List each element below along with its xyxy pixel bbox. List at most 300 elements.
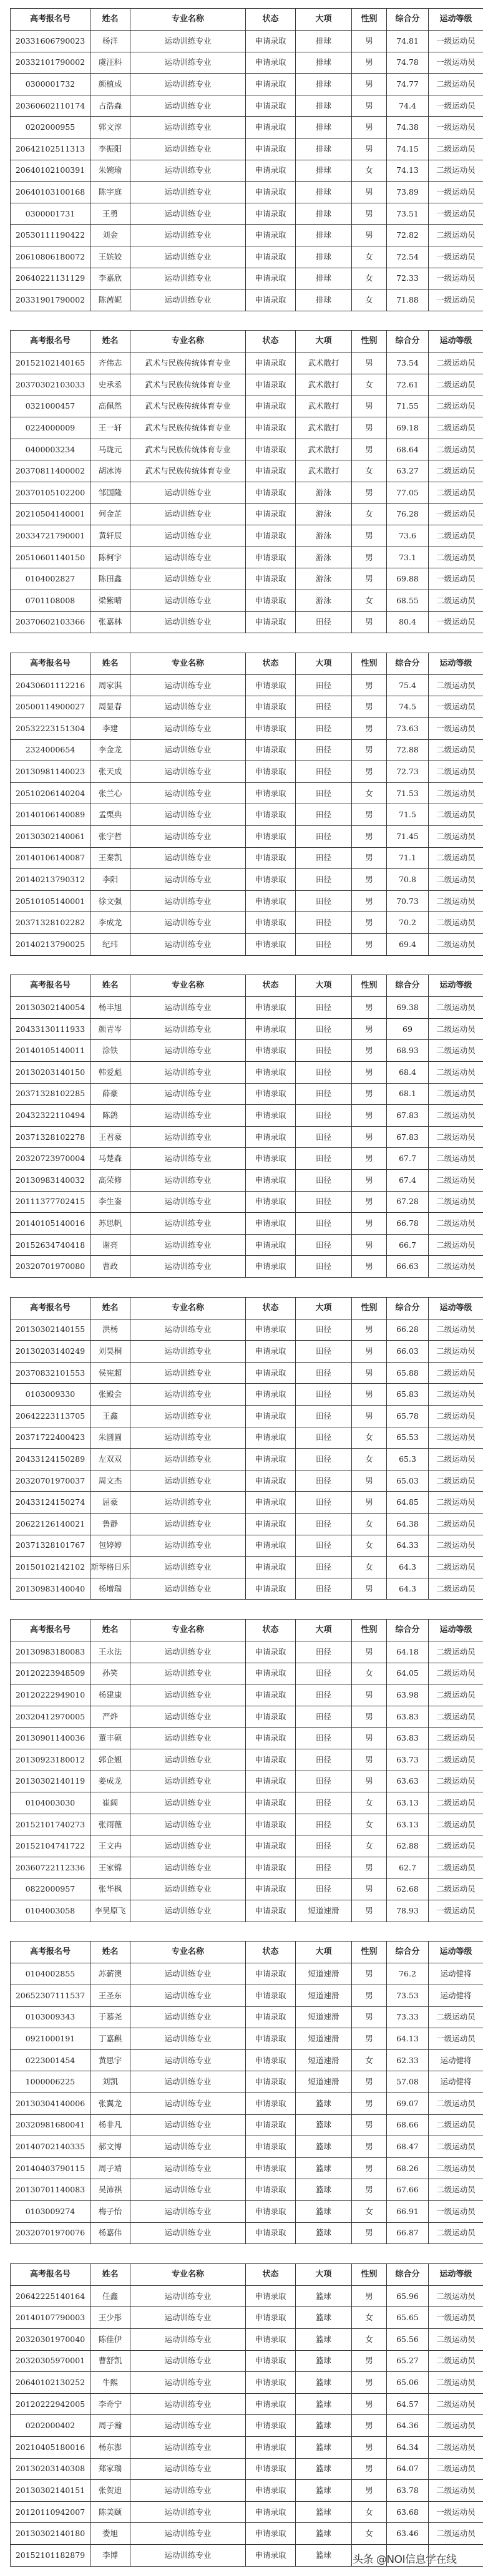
cell-status: 申请录取 <box>246 2458 296 2480</box>
cell-gender: 男 <box>352 1749 387 1771</box>
cell-athlete-level: 二级运动员 <box>429 74 483 95</box>
table-row <box>11 933 483 955</box>
table-row <box>11 590 483 611</box>
cell-event: 田径 <box>296 997 352 1019</box>
cell-major: 武术与民族传统体育专业 <box>130 439 246 460</box>
cell-gender: 男 <box>352 1900 387 1922</box>
cell-gender: 男 <box>352 2136 387 2158</box>
cell-score: 66.87 <box>387 2222 429 2244</box>
cell-name: 曹政 <box>90 1256 130 1278</box>
cell-score: 64.13 <box>387 2028 429 2050</box>
cell-registration-number: 20432322110494 <box>11 1105 90 1127</box>
cell-athlete-level: 二级运动员 <box>429 1513 483 1535</box>
table-row <box>11 674 483 696</box>
cell-score: 63.78 <box>387 2480 429 2502</box>
cell-event: 排球 <box>296 289 352 311</box>
cell-name: 黄轩辰 <box>90 525 130 547</box>
cell-name: 吴沛祺 <box>90 2179 130 2201</box>
column-header-status: 状态 <box>246 331 296 352</box>
cell-major: 运动训练专业 <box>130 160 246 182</box>
cell-major: 运动训练专业 <box>130 1191 246 1213</box>
cell-athlete-level: 二级运动员 <box>429 460 483 482</box>
cell-registration-number: 20370811400002 <box>11 460 90 482</box>
table-row <box>11 460 483 482</box>
cell-status: 申请录取 <box>246 933 296 955</box>
cell-major: 运动训练专业 <box>130 568 246 590</box>
cell-score: 64.33 <box>387 1535 429 1557</box>
cell-gender: 男 <box>352 95 387 117</box>
cell-score: 73.33 <box>387 2006 429 2028</box>
cell-registration-number: 0223001454 <box>11 2049 90 2071</box>
cell-score: 66.78 <box>387 1213 429 1235</box>
cell-status: 申请录取 <box>246 439 296 460</box>
cell-registration-number: 20130983180083 <box>11 1641 90 1663</box>
column-header-registration-number: 高考报名号 <box>11 2263 90 2285</box>
cell-registration-number: 20140106140089 <box>11 804 90 826</box>
column-header-score: 综合分 <box>387 331 429 352</box>
table-header-row <box>11 975 483 997</box>
cell-status: 申请录取 <box>246 482 296 503</box>
cell-status: 申请录取 <box>246 2006 296 2028</box>
cell-event: 篮球 <box>296 2393 352 2415</box>
cell-status: 申请录取 <box>246 1535 296 1557</box>
cell-registration-number: 20140403790115 <box>11 2157 90 2179</box>
cell-status: 申请录取 <box>246 2328 296 2350</box>
cell-status: 申请录取 <box>246 1384 296 1406</box>
cell-name: 斯琴格日乐 <box>90 1557 130 1578</box>
cell-event: 排球 <box>296 246 352 268</box>
cell-status: 申请录取 <box>246 2028 296 2050</box>
cell-name: 郭文淳 <box>90 117 130 139</box>
cell-score: 63.13 <box>387 1792 429 1814</box>
cell-event: 篮球 <box>296 2350 352 2372</box>
cell-registration-number: 20370832101553 <box>11 1362 90 1384</box>
cell-event: 篮球 <box>296 2458 352 2480</box>
cell-event: 篮球 <box>296 2114 352 2136</box>
cell-status: 申请录取 <box>246 1835 296 1857</box>
cell-gender: 男 <box>352 1148 387 1170</box>
cell-athlete-level: 运动健将 <box>429 1963 483 1985</box>
column-header-event: 大项 <box>296 2263 352 2285</box>
cell-major: 运动训练专业 <box>130 1963 246 1985</box>
column-header-registration-number: 高考报名号 <box>11 653 90 674</box>
cell-event: 田径 <box>296 825 352 847</box>
cell-score: 65.65 <box>387 2307 429 2329</box>
table-row <box>11 439 483 460</box>
cell-name: 颜青岑 <box>90 1018 130 1040</box>
table-row <box>11 568 483 590</box>
cell-score: 78.93 <box>387 1900 429 1922</box>
cell-name: 占浩森 <box>90 95 130 117</box>
cell-athlete-level: 二级运动员 <box>429 674 483 696</box>
column-header-score: 综合分 <box>387 9 429 31</box>
cell-gender: 男 <box>352 1105 387 1127</box>
cell-athlete-level: 二级运动员 <box>429 847 483 869</box>
table-row <box>11 2136 483 2158</box>
cell-athlete-level: 一级运动员 <box>429 289 483 311</box>
table-row <box>11 1148 483 1170</box>
cell-event: 短道速滑 <box>296 2028 352 2050</box>
cell-athlete-level: 二级运动员 <box>429 869 483 891</box>
column-header-gender: 性别 <box>352 975 387 997</box>
cell-gender: 男 <box>352 2179 387 2201</box>
cell-event: 田径 <box>296 1148 352 1170</box>
cell-gender: 女 <box>352 160 387 182</box>
cell-status: 申请录取 <box>246 1513 296 1535</box>
table-row <box>11 2372 483 2394</box>
cell-major: 武术与民族传统体育专业 <box>130 460 246 482</box>
cell-registration-number: 20140105140016 <box>11 1213 90 1235</box>
table-row <box>11 1578 483 1600</box>
cell-status: 申请录取 <box>246 590 296 611</box>
cell-registration-number: 20371328102285 <box>11 1083 90 1105</box>
cell-event: 排球 <box>296 182 352 203</box>
table-header-row <box>11 2263 483 2285</box>
cell-gender: 男 <box>352 2436 387 2458</box>
cell-score: 73.1 <box>387 547 429 568</box>
cell-registration-number: 20371328101767 <box>11 1535 90 1557</box>
cell-score: 63.83 <box>387 1706 429 1728</box>
cell-event: 排球 <box>296 117 352 139</box>
cell-event: 田径 <box>296 1362 352 1384</box>
cell-registration-number: 20152101740273 <box>11 1814 90 1835</box>
cell-event: 排球 <box>296 74 352 95</box>
cell-major: 运动训练专业 <box>130 912 246 934</box>
cell-event: 篮球 <box>296 2501 352 2523</box>
cell-event: 田径 <box>296 1083 352 1105</box>
cell-major: 运动训练专业 <box>130 2480 246 2502</box>
table-header-row <box>11 1297 483 1319</box>
table-row <box>11 31 483 52</box>
cell-gender: 男 <box>352 31 387 52</box>
cell-name: 陈茜妮 <box>90 289 130 311</box>
cell-registration-number: 20320723970004 <box>11 1148 90 1170</box>
cell-status: 申请录取 <box>246 268 296 289</box>
cell-major: 运动训练专业 <box>130 1771 246 1792</box>
cell-status: 申请录取 <box>246 912 296 934</box>
cell-gender: 女 <box>352 460 387 482</box>
cell-athlete-level: 二级运动员 <box>429 225 483 246</box>
table-row <box>11 1061 483 1083</box>
cell-name: 张宇哲 <box>90 825 130 847</box>
cell-event: 田径 <box>296 1749 352 1771</box>
cell-registration-number: 20120222942005 <box>11 2393 90 2415</box>
cell-name: 李嘉欣 <box>90 268 130 289</box>
table-row <box>11 1641 483 1663</box>
cell-name: 徐文强 <box>90 890 130 912</box>
cell-score: 67.83 <box>387 1126 429 1148</box>
cell-status: 申请录取 <box>246 2480 296 2502</box>
cell-event: 短道速滑 <box>296 1900 352 1922</box>
cell-athlete-level: 二级运动员 <box>429 1191 483 1213</box>
cell-event: 武术散打 <box>296 374 352 396</box>
cell-athlete-level: 二级运动员 <box>429 1684 483 1706</box>
table-row <box>11 225 483 246</box>
table-row <box>11 203 483 225</box>
cell-major: 运动训练专业 <box>130 1728 246 1749</box>
cell-gender: 男 <box>352 2372 387 2394</box>
cell-name: 颜植成 <box>90 74 130 95</box>
cell-status: 申请录取 <box>246 1148 296 1170</box>
table-row <box>11 1814 483 1835</box>
cell-gender: 男 <box>352 2415 387 2437</box>
cell-event: 田径 <box>296 1449 352 1470</box>
cell-major: 运动训练专业 <box>130 2222 246 2244</box>
table-row <box>11 1900 483 1922</box>
cell-status: 申请录取 <box>246 1362 296 1384</box>
cell-gender: 男 <box>352 482 387 503</box>
table-row <box>11 2501 483 2523</box>
cell-status: 申请录取 <box>246 2415 296 2437</box>
column-header-major: 专业名称 <box>130 653 246 674</box>
cell-registration-number: 20320701970037 <box>11 1470 90 1492</box>
cell-athlete-level: 二级运动员 <box>429 1040 483 1062</box>
cell-event: 田径 <box>296 1792 352 1814</box>
column-header-major: 专业名称 <box>130 2263 246 2285</box>
cell-score: 72.73 <box>387 761 429 783</box>
cell-name: 严烨 <box>90 1706 130 1728</box>
column-header-status: 状态 <box>246 1297 296 1319</box>
column-header-name: 姓名 <box>90 2263 130 2285</box>
cell-athlete-level: 二级运动员 <box>429 2393 483 2415</box>
cell-gender: 男 <box>352 611 387 633</box>
cell-gender: 男 <box>352 417 387 439</box>
table-row <box>11 1879 483 1900</box>
cell-major: 运动训练专业 <box>130 997 246 1019</box>
cell-athlete-level: 一级运动员 <box>429 611 483 633</box>
cell-status: 申请录取 <box>246 1449 296 1470</box>
cell-athlete-level: 一级运动员 <box>429 203 483 225</box>
table-row <box>11 696 483 718</box>
table-header-row <box>11 9 483 31</box>
cell-athlete-level: 二级运动员 <box>429 1083 483 1105</box>
cell-registration-number: 20360602110174 <box>11 95 90 117</box>
cell-athlete-level: 一级运动员 <box>429 246 483 268</box>
cell-gender: 男 <box>352 2092 387 2114</box>
cell-status: 申请录取 <box>246 52 296 74</box>
cell-gender: 女 <box>352 2200 387 2222</box>
cell-gender: 男 <box>352 2114 387 2136</box>
table-row <box>11 1663 483 1684</box>
cell-name: 张华枫 <box>90 1879 130 1900</box>
cell-score: 64.57 <box>387 2393 429 2415</box>
cell-name: 李博 <box>90 2544 130 2566</box>
table-row <box>11 268 483 289</box>
cell-event: 田径 <box>296 1384 352 1406</box>
cell-event: 田径 <box>296 674 352 696</box>
cell-gender: 男 <box>352 1341 387 1363</box>
table-header-row <box>11 653 483 674</box>
cell-gender: 女 <box>352 1814 387 1835</box>
cell-gender: 女 <box>352 782 387 804</box>
cell-score: 67.28 <box>387 1191 429 1213</box>
cell-major: 运动训练专业 <box>130 1234 246 1256</box>
cell-score: 67.83 <box>387 1105 429 1127</box>
cell-athlete-level: 一级运动员 <box>429 31 483 52</box>
cell-athlete-level: 一级运动员 <box>429 117 483 139</box>
cell-gender: 男 <box>352 2028 387 2050</box>
cell-score: 73.53 <box>387 1985 429 2006</box>
cell-status: 申请录取 <box>246 2372 296 2394</box>
cell-athlete-level: 二级运动员 <box>429 2006 483 2028</box>
cell-event: 排球 <box>296 138 352 160</box>
cell-gender: 女 <box>352 1792 387 1814</box>
cell-event: 游泳 <box>296 568 352 590</box>
column-header-major: 专业名称 <box>130 975 246 997</box>
cell-athlete-level: 二级运动员 <box>429 1535 483 1557</box>
cell-score: 63.83 <box>387 1728 429 1749</box>
cell-event: 短道速滑 <box>296 2071 352 2093</box>
cell-event: 篮球 <box>296 2157 352 2179</box>
cell-event: 田径 <box>296 1557 352 1578</box>
cell-registration-number: 20642225140164 <box>11 2285 90 2307</box>
cell-athlete-level: 一级运动员 <box>429 696 483 718</box>
cell-event: 短道速滑 <box>296 1985 352 2006</box>
cell-gender: 男 <box>352 1234 387 1256</box>
cell-event: 篮球 <box>296 2436 352 2458</box>
cell-event: 田径 <box>296 1728 352 1749</box>
cell-score: 64.38 <box>387 1513 429 1535</box>
cell-status: 申请录取 <box>246 1879 296 1900</box>
cell-score: 65.83 <box>387 1384 429 1406</box>
cell-event: 田径 <box>296 1879 352 1900</box>
cell-status: 申请录取 <box>246 203 296 225</box>
cell-athlete-level: 二级运动员 <box>429 1234 483 1256</box>
admission-table <box>10 975 483 1278</box>
cell-score: 66.03 <box>387 1341 429 1363</box>
cell-score: 63.13 <box>387 1814 429 1835</box>
column-header-name: 姓名 <box>90 1942 130 1963</box>
cell-registration-number: 20642223113705 <box>11 1405 90 1427</box>
cell-event: 田径 <box>296 761 352 783</box>
cell-score: 71.53 <box>387 782 429 804</box>
cell-name: 王永法 <box>90 1641 130 1663</box>
cell-score: 64.3 <box>387 1578 429 1600</box>
cell-status: 申请录取 <box>246 739 296 761</box>
table-row <box>11 2393 483 2415</box>
cell-athlete-level: 二级运动员 <box>429 352 483 374</box>
cell-score: 66.7 <box>387 1234 429 1256</box>
cell-event: 田径 <box>296 1427 352 1449</box>
cell-status: 申请录取 <box>246 182 296 203</box>
cell-major: 运动训练专业 <box>130 847 246 869</box>
cell-gender: 男 <box>352 2006 387 2028</box>
column-header-name: 姓名 <box>90 331 130 352</box>
cell-event: 田径 <box>296 1018 352 1040</box>
cell-registration-number: 20152101182879 <box>11 2544 90 2566</box>
cell-event: 篮球 <box>296 2179 352 2201</box>
table-row <box>11 374 483 396</box>
cell-major: 运动训练专业 <box>130 1341 246 1363</box>
table-row <box>11 1792 483 1814</box>
cell-athlete-level: 二级运动员 <box>429 1792 483 1814</box>
cell-name: 马楚森 <box>90 1148 130 1170</box>
column-header-athlete-level: 运动等级 <box>429 975 483 997</box>
cell-registration-number: 20371722400423 <box>11 1427 90 1449</box>
cell-athlete-level: 一级运动员 <box>429 717 483 739</box>
cell-score: 64.36 <box>387 2415 429 2437</box>
cell-major: 运动训练专业 <box>130 1148 246 1170</box>
cell-registration-number: 20320701970076 <box>11 2222 90 2244</box>
cell-name: 李金龙 <box>90 739 130 761</box>
column-header-major: 专业名称 <box>130 1942 246 1963</box>
cell-status: 申请录取 <box>246 997 296 1019</box>
cell-registration-number: 20532223151304 <box>11 717 90 739</box>
column-header-event: 大项 <box>296 975 352 997</box>
table-row <box>11 1684 483 1706</box>
cell-event: 田径 <box>296 1470 352 1492</box>
cell-major: 运动训练专业 <box>130 1427 246 1449</box>
table-row <box>11 1535 483 1557</box>
cell-athlete-level: 二级运动员 <box>429 1169 483 1191</box>
admission-table <box>10 1297 483 1600</box>
cell-athlete-level: 二级运动员 <box>429 2179 483 2201</box>
cell-status: 申请录取 <box>246 717 296 739</box>
cell-major: 运动训练专业 <box>130 1792 246 1814</box>
cell-major: 武术与民族传统体育专业 <box>130 396 246 417</box>
cell-status: 申请录取 <box>246 1985 296 2006</box>
cell-score: 65.96 <box>387 2285 429 2307</box>
cell-athlete-level: 二级运动员 <box>429 1061 483 1083</box>
cell-name: 侯宪超 <box>90 1362 130 1384</box>
cell-event: 篮球 <box>296 2372 352 2394</box>
cell-score: 63.68 <box>387 2501 429 2523</box>
cell-gender: 男 <box>352 138 387 160</box>
cell-name: 牛熙 <box>90 2372 130 2394</box>
cell-score: 76.28 <box>387 503 429 525</box>
cell-score: 77.05 <box>387 482 429 503</box>
cell-gender: 男 <box>352 2480 387 2502</box>
table-row <box>11 1749 483 1771</box>
cell-registration-number: 20320701970080 <box>11 1256 90 1278</box>
cell-registration-number: 20433124150274 <box>11 1492 90 1514</box>
cell-score: 65.03 <box>387 1470 429 1492</box>
cell-name: 刘凯 <box>90 2071 130 2093</box>
cell-score: 64.34 <box>387 2436 429 2458</box>
cell-score: 65.78 <box>387 1405 429 1427</box>
cell-major: 运动训练专业 <box>130 825 246 847</box>
table-row <box>11 1384 483 1406</box>
cell-event: 排球 <box>296 95 352 117</box>
column-header-gender: 性别 <box>352 9 387 31</box>
cell-status: 申请录取 <box>246 525 296 547</box>
cell-event: 田径 <box>296 1706 352 1728</box>
cell-event: 田径 <box>296 1061 352 1083</box>
table-row <box>11 1985 483 2006</box>
cell-athlete-level: 二级运动员 <box>429 2523 483 2545</box>
cell-major: 运动训练专业 <box>130 1256 246 1278</box>
cell-registration-number: 20130302140054 <box>11 997 90 1019</box>
cell-event: 武术散打 <box>296 460 352 482</box>
cell-status: 申请录取 <box>246 1191 296 1213</box>
table-row <box>11 352 483 374</box>
cell-status: 申请录取 <box>246 74 296 95</box>
cell-athlete-level: 二级运动员 <box>429 1427 483 1449</box>
cell-athlete-level: 二级运动员 <box>429 1384 483 1406</box>
cell-name: 谢亮 <box>90 1234 130 1256</box>
column-header-event: 大项 <box>296 1942 352 1963</box>
cell-major: 运动训练专业 <box>130 2523 246 2545</box>
cell-score: 65.27 <box>387 2350 429 2372</box>
table-row <box>11 611 483 633</box>
column-header-event: 大项 <box>296 653 352 674</box>
cell-status: 申请录取 <box>246 1061 296 1083</box>
cell-registration-number: 20210405180016 <box>11 2436 90 2458</box>
cell-registration-number: 20140213790312 <box>11 869 90 891</box>
column-header-event: 大项 <box>296 1620 352 1641</box>
cell-status: 申请录取 <box>246 847 296 869</box>
cell-status: 申请录取 <box>246 547 296 568</box>
